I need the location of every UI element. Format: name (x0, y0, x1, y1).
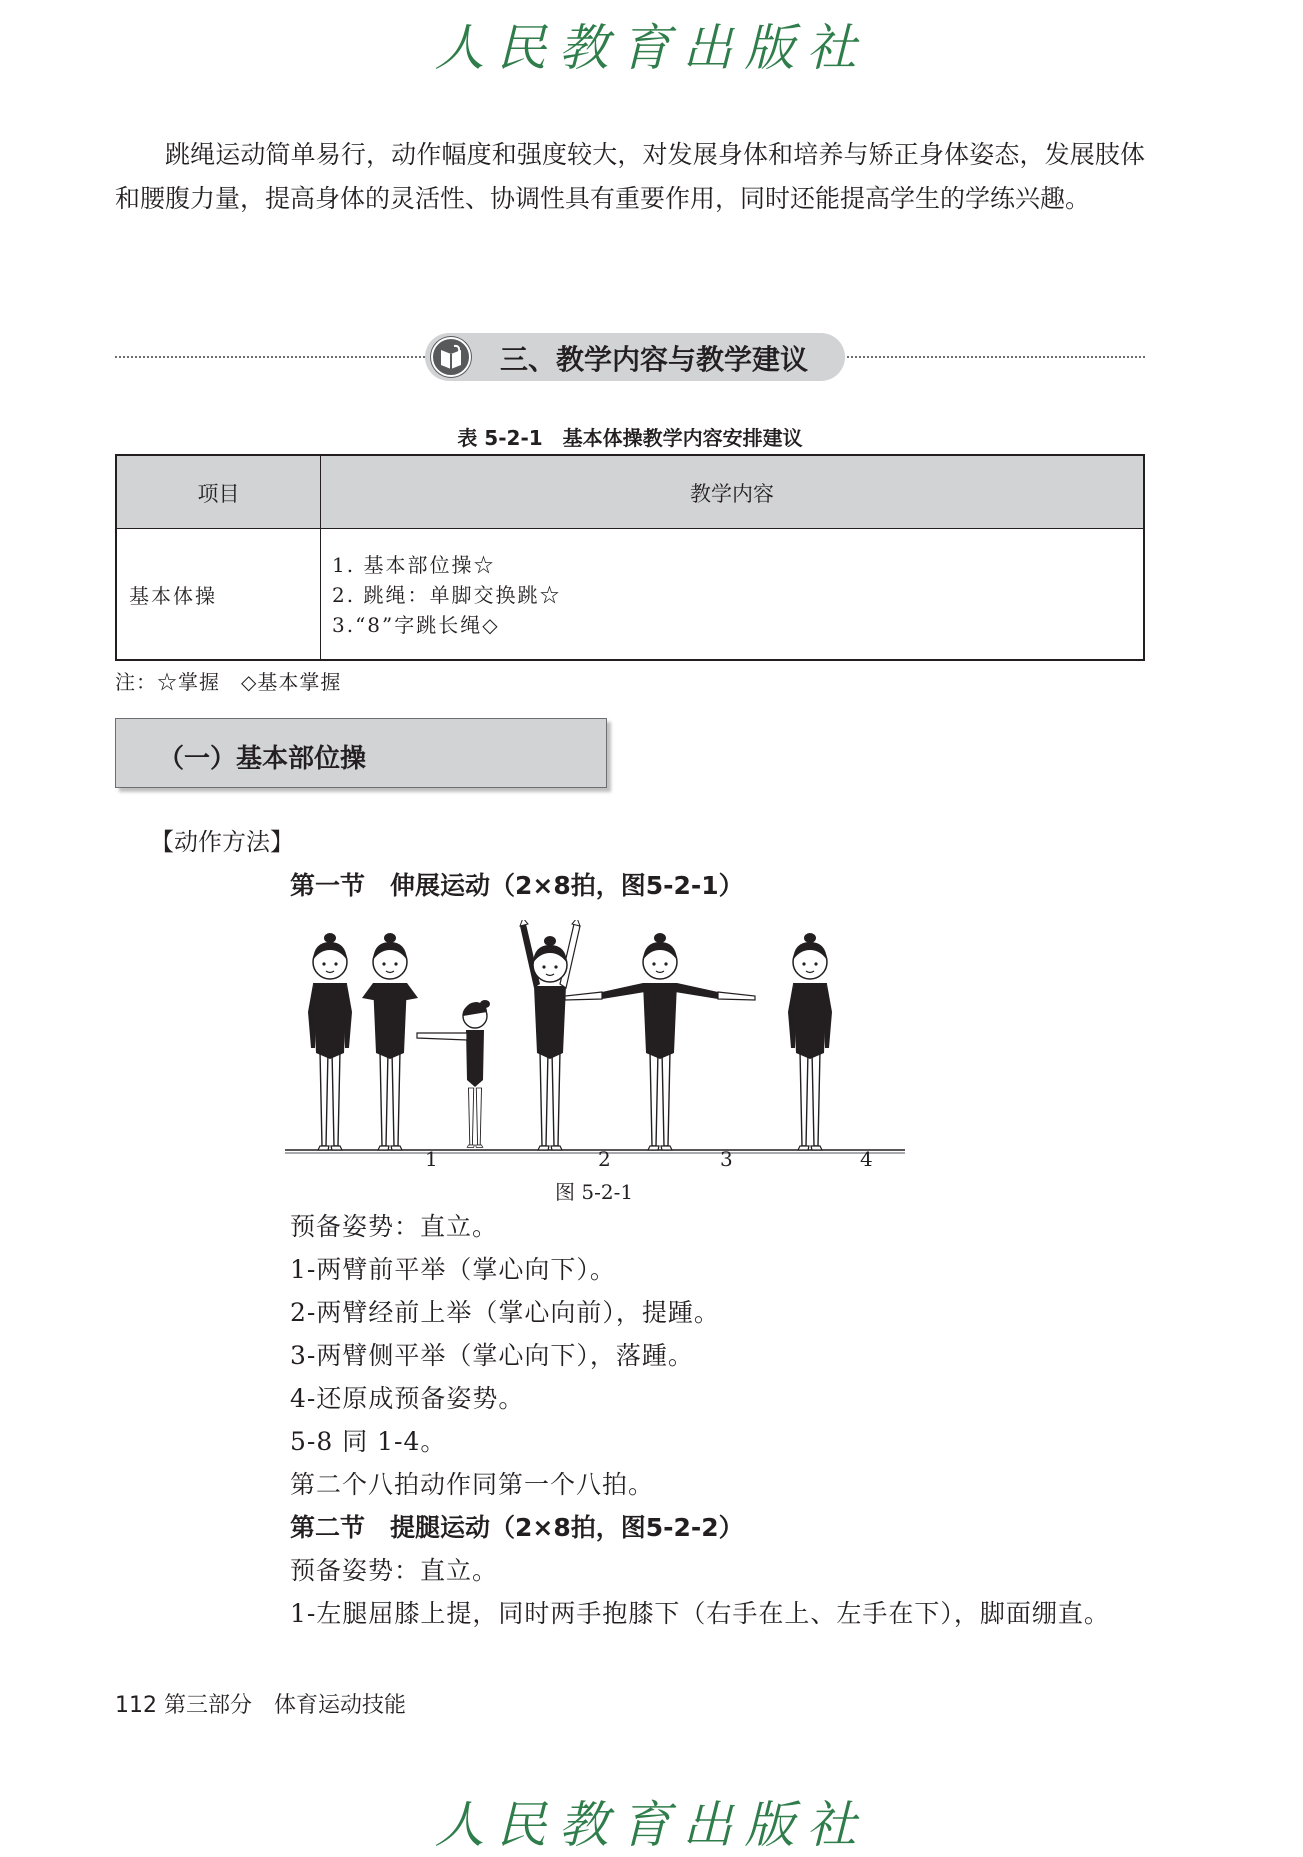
list-item: 3.“8”字跳长绳◇ (332, 613, 500, 637)
table-header-item: 项目 (197, 482, 240, 506)
list-item: 2. 跳绳：单脚交换跳☆ (332, 583, 562, 607)
girl-figure-ready (308, 933, 352, 1150)
page-footer: 112 第三部分 体育运动技能 (115, 1693, 406, 1718)
list-item: 预备姿势：直立。 (290, 1212, 499, 1241)
list-item: 1-左腿屈膝上提，同时两手抱膝下（右手在上、左手在下），脚面绷直。 (290, 1599, 1110, 1628)
book-icon (430, 336, 472, 378)
content-table (115, 454, 1145, 661)
table-cell-item: 基本体操 (129, 584, 217, 608)
list-item: 1-两臂前平举（掌心向下）。 (290, 1255, 616, 1284)
list-item: 5-8 同 1-4。 (290, 1427, 447, 1456)
publisher-watermark-top: 人民教育出版社 (434, 19, 869, 77)
figure-label-1: 1 (425, 1147, 438, 1171)
publisher-watermark-bottom: 人民教育出版社 (434, 1796, 869, 1854)
list-item: 1. 基本部位操☆ (332, 553, 496, 577)
section1-steps (290, 1205, 720, 1506)
girl-figure-arms-sideways (565, 933, 755, 1150)
list-item: 预备姿势：直立。 (290, 1556, 499, 1585)
figure-label-2: 2 (598, 1147, 611, 1171)
section2-steps (290, 1549, 1110, 1635)
list-item: 3-两臂侧平举（掌心向下），落踵。 (290, 1341, 694, 1370)
figure-label-4: 4 (860, 1147, 873, 1171)
section1-heading: 第一节 伸展运动（2×8拍，图5-2-1） (290, 871, 744, 900)
list-item: 2-两臂经前上举（掌心向前），提踵。 (290, 1298, 720, 1327)
table-caption: 表 5-2-1 基本体操教学内容安排建议 (457, 426, 803, 450)
subsection-title: （一）基本部位操 (158, 744, 367, 774)
girl-figure-arms-up (520, 920, 580, 1150)
table-note: 注：☆掌握 ◇基本掌握 (115, 670, 342, 694)
figure-label-3: 3 (720, 1147, 733, 1171)
figure-caption: 图 5-2-1 (555, 1180, 634, 1204)
intro-paragraph: 跳绳运动简单易行，动作幅度和强度较大，对发展身体和培养与矫正身体姿态，发展肢体和腰腹力量，提高身体的灵活性、协调性具有重要作用，同时还能提高学生的学练兴趣。 (115, 140, 1145, 213)
girl-figure-arms-bent (362, 933, 418, 1150)
section-title: 三、教学内容与教学建议 (500, 343, 809, 376)
girl-figure-return (788, 933, 832, 1150)
stretch-exercise-figure (285, 920, 905, 1160)
table-header-content: 教学内容 (690, 482, 774, 506)
section2-heading: 第二节 提腿运动（2×8拍，图5-2-2） (290, 1513, 744, 1542)
girl-figure-side-arms-forward (417, 1000, 490, 1147)
list-item: 4-还原成预备姿势。 (290, 1384, 525, 1413)
list-item: 第二个八拍动作同第一个八拍。 (290, 1470, 655, 1499)
table-cell-content-list (332, 550, 561, 640)
method-label: 【动作方法】 (150, 828, 294, 856)
